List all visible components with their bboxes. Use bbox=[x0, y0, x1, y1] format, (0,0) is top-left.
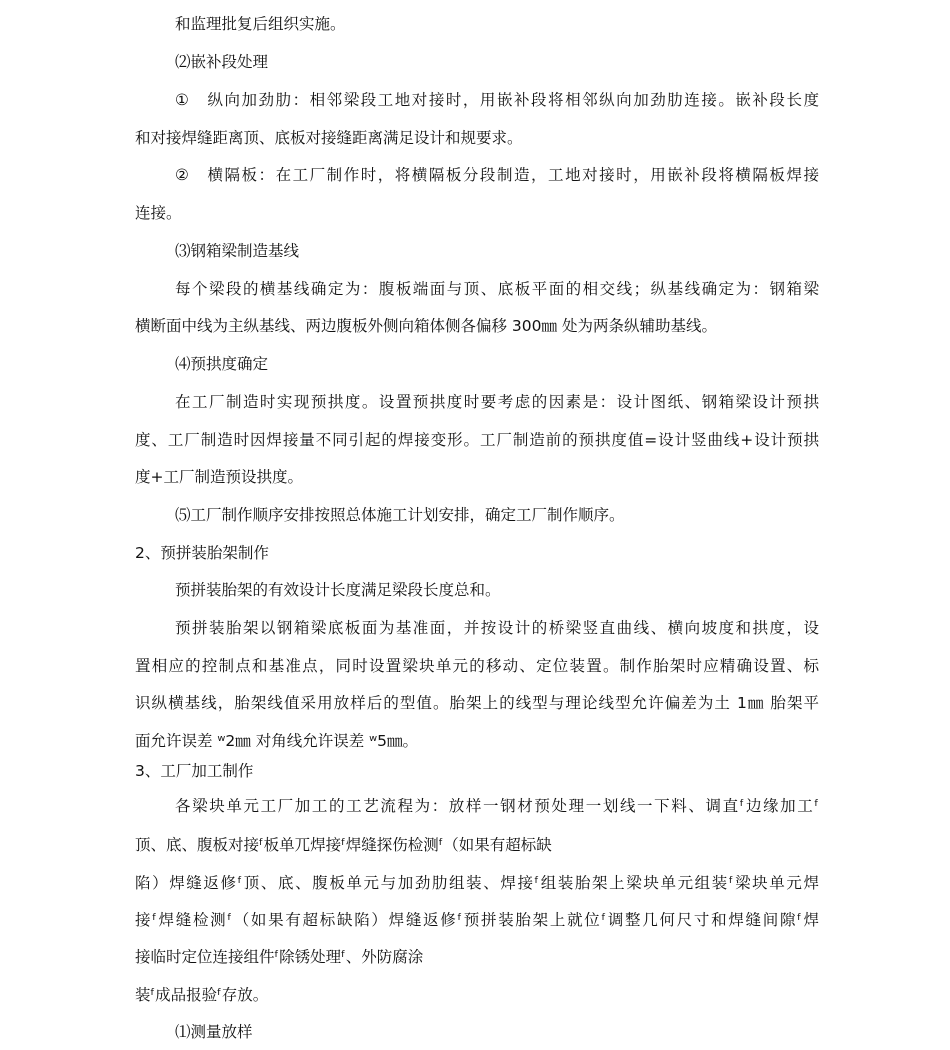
paragraph-line: 预拼装胎架以钢箱梁底板面为基准面，并按设计的桥梁竖直曲线、横向坡度和拱度，设 bbox=[175, 619, 819, 637]
paragraph-line: 识纵横基线，胎架线值采用放样后的型值。胎架上的线型与理论线型允许偏差为土 1㎜ 胎架平 bbox=[135, 694, 819, 712]
section-heading-factory: 3、工厂加工制作 bbox=[135, 762, 254, 780]
paragraph-line: 面允许误差 ʷ2㎜ 对角线允许误差 ʷ5㎜。 bbox=[135, 732, 418, 750]
paragraph-line: 预拼装胎架的有效设计长度满足梁段长度总和。 bbox=[175, 581, 501, 599]
paragraph-line: 置相应的控制点和基准点，同时设置梁块单元的移动、定位装置。制作胎架时应精确设置、标 bbox=[135, 657, 819, 675]
paragraph-line: 陷）焊缝返修ᶠ顶、底、腹板单元与加劲肋组装、焊接ᶠ组装胎架上梁块单元组装ᶠ梁块单元焊 bbox=[135, 874, 819, 892]
paragraph-line: ② 横隔板：在工厂制作时，将横隔板分段制造，工地对接时，用嵌补段将横隔板焊接 bbox=[175, 166, 819, 184]
paragraph-line: 接临时定位连接组件ᶠ除锈处理ᶠ、外防腐涂 bbox=[135, 948, 424, 966]
paragraph-line: 在工厂制造时实现预拱度。设置预拱度时要考虑的因素是：设计图纸、钢箱梁设计预拱 bbox=[175, 393, 819, 411]
paragraph-line: 各梁块单元工厂加工的工艺流程为：放样一钢材预处理一划线一下料、调直ᶠ边缘加工ᶠ bbox=[175, 797, 819, 815]
subheading-camber: ⑷预拱度确定 bbox=[175, 355, 269, 373]
paragraph-line: 顶、底、腹板对接ᶠ板单兀焊接ᶠ焊缝探伤检测ᶠ（如果有超标缺 bbox=[135, 836, 552, 854]
paragraph-line: 接ᶠ焊缝检测ᶠ（如果有超标缺陷）焊缝返修ᶠ预拼装胎架上就位ᶠ调整几何尺寸和焊缝间隙ᶠ焊 bbox=[135, 911, 819, 929]
paragraph-line: ⑸工厂制作顺序安排按照总体施工计划安排，确定工厂制作顺序。 bbox=[175, 506, 625, 524]
section-heading-pre-assembly: 2、预拼装胎架制作 bbox=[135, 544, 269, 562]
paragraph-line: 装ᶠ成品报验ᶠ存放。 bbox=[135, 986, 269, 1004]
paragraph-line: 每个梁段的横基线确定为：腹板端面与顶、底板平面的相交线；纵基线确定为：钢箱梁 bbox=[175, 280, 819, 298]
paragraph-line: 和监理批复后组织实施。 bbox=[175, 15, 346, 33]
paragraph-line: ① 纵向加劲肋：相邻梁段工地对接时，用嵌补段将相邻纵向加劲肋连接。嵌补段长度 bbox=[175, 91, 819, 109]
paragraph-line: 连接。 bbox=[135, 204, 182, 222]
subheading-survey: ⑴测量放样 bbox=[175, 1023, 253, 1041]
paragraph-line: 度+工厂制造预设拱度。 bbox=[135, 468, 303, 486]
subheading-baseline: ⑶钢箱梁制造基线 bbox=[175, 242, 300, 260]
paragraph-line: 和对接焊缝距离顶、底板对接缝距离满足设计和规要求。 bbox=[135, 129, 523, 147]
paragraph-line: 度、工厂制造时因焊接量不同引起的焊接变形。工厂制造前的预拱度值=设计竖曲线+设计预拱 bbox=[135, 431, 819, 449]
subheading-embedded-section: ⑵嵌补段处理 bbox=[175, 53, 269, 71]
paragraph-line: 横断面中线为主纵基线、两边腹板外侧向箱体侧各偏移 300㎜ 处为两条纵辅助基线。 bbox=[135, 317, 717, 335]
